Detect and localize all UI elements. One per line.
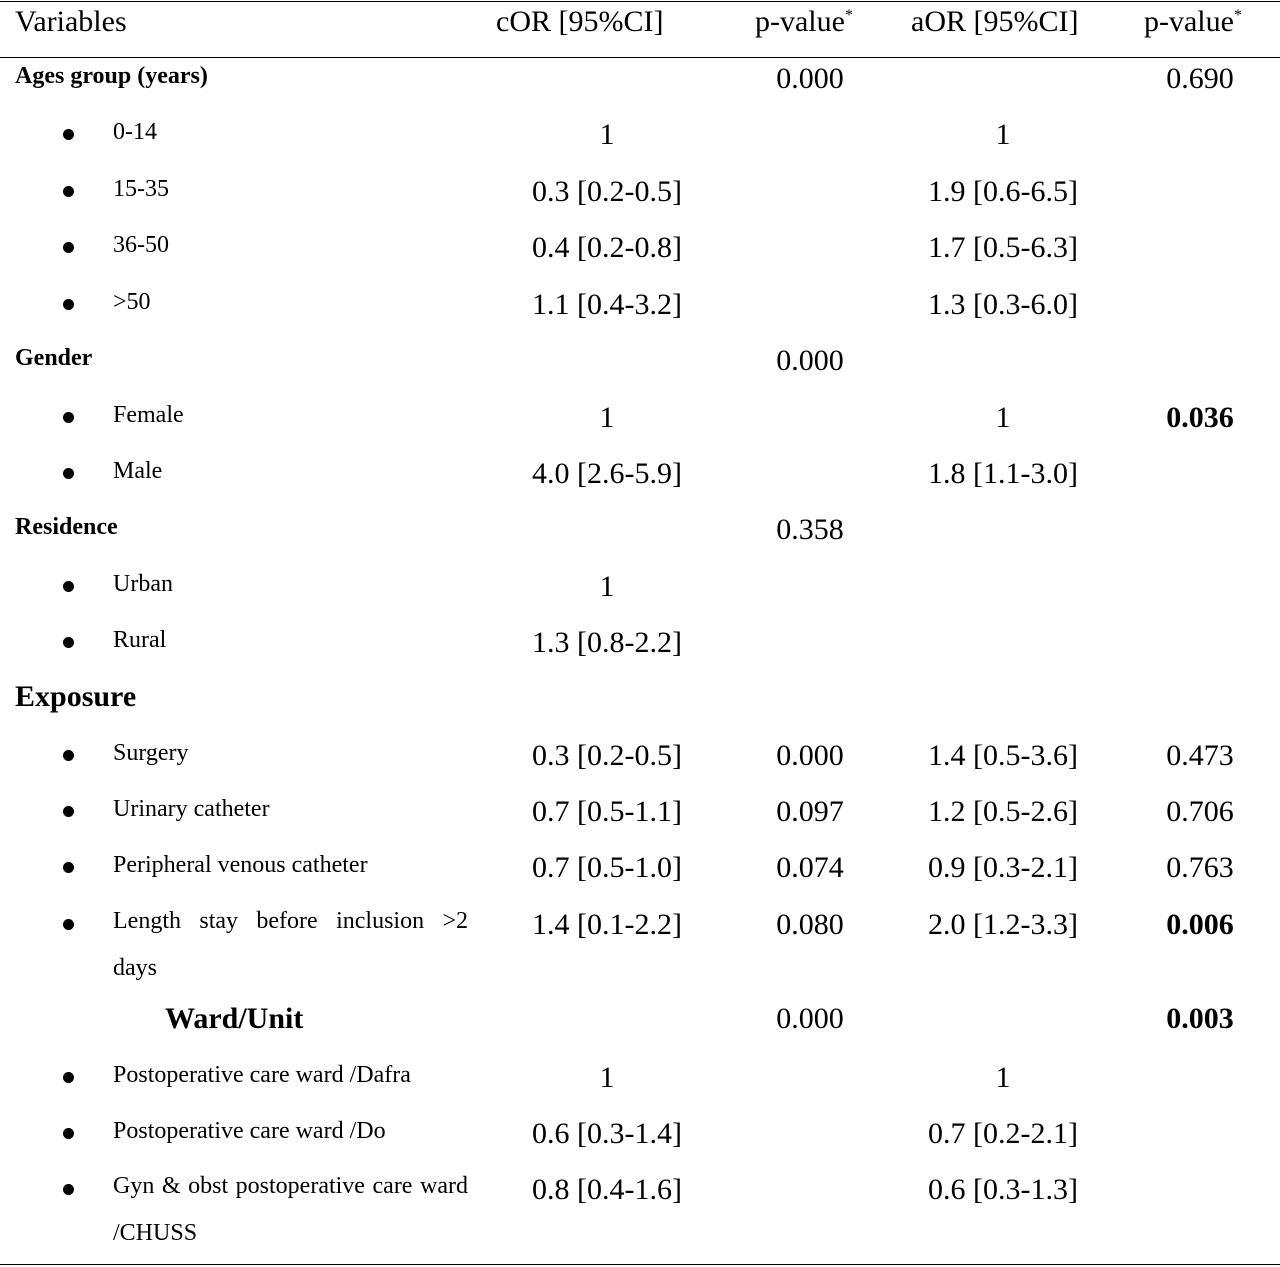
bullet-icon: [63, 919, 74, 930]
aor-cell: 0.9 [0.3-2.1]: [928, 851, 1078, 884]
cor-cell: 1: [599, 118, 615, 151]
aor-cell: 1: [995, 401, 1011, 434]
row-label: Surgery: [113, 740, 189, 766]
group-label: Ages group (years): [15, 63, 208, 89]
p1-cell: 0.000: [776, 62, 844, 95]
header-cor: cOR [95%CI]: [496, 5, 664, 38]
row-label: >50: [113, 289, 151, 315]
p2-cell: 0.690: [1166, 62, 1234, 95]
row-label: 0-14: [113, 119, 157, 145]
group-label: Ward/Unit: [165, 1002, 304, 1035]
aor-cell: 1.8 [1.1-3.0]: [928, 457, 1078, 490]
bullet-icon: [63, 186, 74, 197]
cor-cell: 1.3 [0.8-2.2]: [532, 626, 682, 659]
cor-cell: 0.8 [0.4-1.6]: [532, 1173, 682, 1206]
bullet-icon: [63, 750, 74, 761]
row-label: Length stay before inclusion >2 days: [113, 908, 468, 981]
aor-cell: 1.4 [0.5-3.6]: [928, 739, 1078, 772]
cor-cell: 0.7 [0.5-1.1]: [532, 795, 682, 828]
aor-cell: 1: [995, 1061, 1011, 1094]
header-p-value-crude: [755, 4, 853, 40]
aor-cell: 1: [995, 118, 1011, 151]
row-label: Postoperative care ward /Do: [113, 1118, 386, 1144]
bullet-icon: [63, 862, 74, 873]
cor-cell: 1.1 [0.4-3.2]: [532, 288, 682, 321]
cor-cell: 1.4 [0.1-2.2]: [532, 908, 682, 941]
header-p-value-adjusted: [1144, 4, 1242, 40]
p1-cell: 0.080: [776, 908, 844, 941]
p2-cell: 0.036: [1166, 401, 1234, 434]
p2-cell: 0.473: [1166, 739, 1234, 772]
p1-cell: 0.000: [776, 344, 844, 377]
bullet-icon: [63, 129, 74, 140]
aor-cell: 0.7 [0.2-2.1]: [928, 1117, 1078, 1150]
aor-cell: 0.6 [0.3-1.3]: [928, 1173, 1078, 1206]
row-label: Female: [113, 402, 184, 428]
cor-cell: 0.4 [0.2-0.8]: [532, 231, 682, 264]
bullet-icon: [63, 299, 74, 310]
cor-cell: 1: [599, 570, 615, 603]
bullet-icon: [63, 242, 74, 253]
bottom-rule: [0, 1264, 1280, 1265]
row-label: Urinary catheter: [113, 796, 270, 822]
aor-cell: 1.3 [0.3-6.0]: [928, 288, 1078, 321]
header-p2-text: p-value: [1144, 5, 1234, 38]
p1-cell: 0.097: [776, 795, 844, 828]
group-label: Gender: [15, 345, 93, 371]
aor-cell: 1.2 [0.5-2.6]: [928, 795, 1078, 828]
cor-cell: 1: [599, 401, 615, 434]
bullet-icon: [63, 468, 74, 479]
cor-cell: 0.3 [0.2-0.5]: [532, 739, 682, 772]
header-aor: aOR [95%CI]: [911, 5, 1079, 38]
p1-cell: 0.000: [776, 1002, 844, 1035]
bullet-icon: [63, 412, 74, 423]
top-rule: [0, 1, 1280, 2]
row-label: Urban: [113, 571, 173, 597]
group-label: Exposure: [15, 680, 137, 713]
row-label: Peripheral venous catheter: [113, 852, 368, 878]
row-label: Postoperative care ward /Dafra: [113, 1062, 411, 1088]
cor-cell: 0.6 [0.3-1.4]: [532, 1117, 682, 1150]
bullet-icon: [63, 1072, 74, 1083]
p1-cell: 0.074: [776, 851, 844, 884]
p2-cell: 0.006: [1166, 908, 1234, 941]
row-label: Rural: [113, 627, 167, 653]
row-label: 15-35: [113, 176, 169, 202]
header-p2-sup: *: [1233, 7, 1242, 24]
p2-cell: 0.763: [1166, 851, 1234, 884]
bullet-icon: [63, 581, 74, 592]
cor-cell: 4.0 [2.6-5.9]: [532, 457, 682, 490]
row-label: Male: [113, 458, 163, 484]
p2-cell: 0.003: [1166, 1002, 1234, 1035]
header-p1-sup: *: [844, 7, 853, 24]
bullet-icon: [63, 806, 74, 817]
group-label: Residence: [15, 514, 118, 540]
bullet-icon: [63, 637, 74, 648]
row-label: 36-50: [113, 232, 169, 258]
aor-cell: 1.7 [0.5-6.3]: [928, 231, 1078, 264]
aor-cell: 2.0 [1.2-3.3]: [928, 908, 1078, 941]
row-label: Gyn & obst postoperative care ward /CHUSS: [113, 1173, 468, 1246]
cor-cell: 1: [599, 1061, 615, 1094]
header-rule: [0, 57, 1280, 58]
bullet-icon: [63, 1184, 74, 1195]
p1-cell: 0.000: [776, 739, 844, 772]
p2-cell: 0.706: [1166, 795, 1234, 828]
header-p1-text: p-value: [755, 5, 845, 38]
cor-cell: 0.7 [0.5-1.0]: [532, 851, 682, 884]
p1-cell: 0.358: [776, 513, 844, 546]
cor-cell: 0.3 [0.2-0.5]: [532, 175, 682, 208]
aor-cell: 1.9 [0.6-6.5]: [928, 175, 1078, 208]
bullet-icon: [63, 1128, 74, 1139]
header-variables: Variables: [15, 5, 127, 38]
